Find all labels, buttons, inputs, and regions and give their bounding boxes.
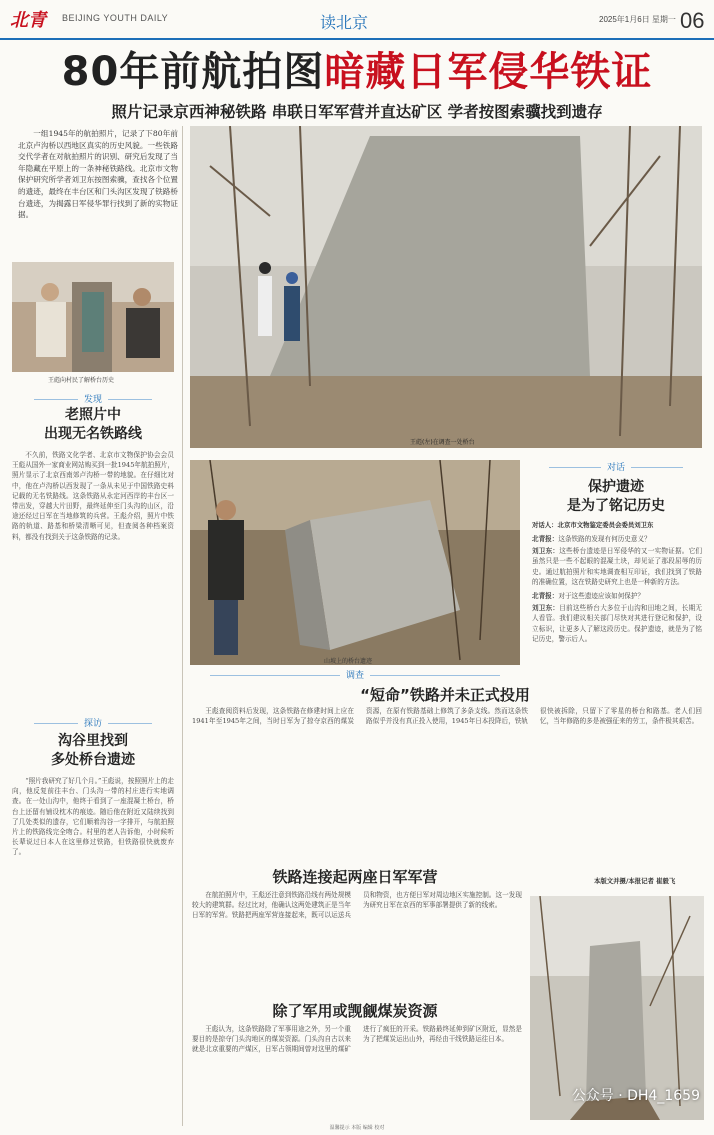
section-search-body: “照片我研究了好几个月。”王彪说，按照照片上的走向，他反复前往丰台、门头沟一带的村庄进行实地调查。在一处山沟中，他终于看到了一座混凝土桥台，桥台上还留有铺设枕木的痕迹。随后他在附近又陆续找到了几处类似的遗存，它们顺着沟谷一字排开，与航拍照片上的铁路线完全吻合。村里的老人告诉他，小时候听长辈说过日本人在这里修过铁路，但铁路很快就废弃了。 [12,777,174,857]
section-short-title: “短命”铁路并未正式投用 [360,686,530,704]
photo-bridge-abutment-caption: 山坡上的桥台遗迹 [324,658,373,665]
tag-search-label: 探访 [83,719,102,729]
section-search-title-line1: 沟谷里找到 [58,733,128,749]
photo-villager-caption: 王彪向村民了解桥台历史 [48,377,115,384]
tag-dialog [528,460,704,473]
section-coal-body: 王彪认为，这条铁路除了军事用途之外，另一个重要目的是掠夺门头沟地区的煤炭资源。门头沟自古以来就是北京重要的产煤区，日军占领期间曾对这里的煤矿进行了疯狂的开采。铁路最终延伸到矿区附近，显然是为了把煤炭运出山外，再经由干线铁路运往日本。 [192,1025,522,1054]
photo-main-image [190,126,702,448]
dialog-qa [532,534,702,874]
photo-bridge-abutment [190,460,520,665]
headline [0,46,714,98]
masthead-rule [0,38,714,40]
issue-date: 2025年1月6日 星期一 [599,15,676,24]
section-search-title-line2: 多处桥台遗迹 [51,752,135,768]
section-dialog-title-line2: 是为了铭记历史 [567,498,665,514]
newspaper-logo: 北青 [10,10,46,31]
subheadline: 照片记录京西神秘铁路 串联日军军营并直达矿区 学者按图索骥找到遗存 [111,103,603,121]
dialog-credit: 本版文并摄/本报记者 崔毅飞 [594,877,676,885]
dialog-a1-label: 刘卫东： [532,547,560,556]
section-link-body: 在航拍照片中，王彪还注意到铁路沿线有两处规模较大的建筑群。经过比对，他确认这两处建筑正是当年日军的军营。铁路把两座军营连接起来，既可以运送兵员和物资，也方便日军对周边地区实施控制。这一发现为研究日军在京西的军事部署提供了新的线索。 [192,891,522,920]
tag-investigate [190,668,520,681]
column-rule-left [182,126,183,1126]
section-search-title [12,732,174,770]
photo-main-caption: 王彪(左)在调查一处桥台 [410,439,475,446]
dialog-q2-label: 北青报： [532,592,559,601]
section-dialog-title [528,478,704,516]
tag-discover-label: 发现 [83,395,102,405]
section-discover-body: 不久前，铁路文化学者、北京市文物保护协会会员王彪从国外一家商业网站购买到一批1945年航拍照片，照片显示了北京西南郊卢沟桥一带的地貌。在仔细比对中，他在卢沟桥以西发现了一条从未见于中国铁路史料记载的无名铁路线。这条铁路从永定河西岸的丰台区一带出发，穿越大片田野，最终延伸至门头沟的山区，沿途还经过日军在当地修筑的兵营。王彪介绍，照片中铁路的轨道、路基和桥梁清晰可见，但查阅各种档案资料，都没有找到关于这条铁路的记录。 [12,451,174,541]
dialog-a2: 目前这些桥台大多位于山沟和田地之间，长期无人看管。我们建议相关部门尽快对其进行登记和保护，设立标识，让更多人了解这段历史。保护遗迹，就是为了铭记历史，警示后人。 [532,604,702,643]
paper-name: BEIJING YOUTH DAILY [62,13,169,23]
photo-villager [12,262,174,372]
tag-search [12,716,174,729]
page-footer: 温馨提示 本版 编辑 校对 [329,1125,385,1131]
watermark: 公众号 · DH4_1659 [571,1088,700,1104]
photo-villager-image [12,262,174,372]
intro-paragraph: 一组1945年的航拍照片，记录了下80年前北京卢沟桥以西地区真实的历史风貌。一些铁路交代学者在对航拍照片的识别、研究后发现了当年隐藏在平原上的一条神秘铁路线。北京市文物保护研究所学者刘卫东按图索骥，查找各个位置的遗迹，最终在丰台区和门头沟区发现了铁路桥台遗迹，为揭露日军侵华罪行找到了新的实物证据。 [18,129,178,220]
masthead [0,0,714,38]
dialog-a2-label: 刘卫东： [532,604,560,613]
section-name: 读北京 [320,13,369,32]
photo-main [190,126,702,448]
section-dialog-title-line1: 保护遗迹 [588,479,644,495]
dialog-a1: 这些桥台遗迹是日军侵华的又一实物证据。它们虽然只是一些不起眼的混凝土块，却见证了那段屈辱的历史。通过航拍照片和实地调查相互印证，我们找到了铁路的准确位置，这在铁路史研究上也是一种新的方法。 [532,547,702,586]
dialog-q1-label: 北青报： [532,535,559,543]
tag-dialog-label: 对话 [606,463,625,473]
headline-part2: 暗藏日军侵华铁证 [324,49,653,95]
dialog-q2: 对于这些遗迹应该如何保护？ [558,592,645,601]
section-discover-title-line1: 老照片中 [65,407,121,423]
section-discover-title [12,406,174,444]
section-short-body: 王彪查阅资料后发现，这条铁路在修建时间上应在1941年至1945年之间，当时日军为了掠夺京西的煤炭资源，在原有铁路基础上修筑了多条支线。然而这条铁路似乎并没有真正投入使用，1945年日本投降后，铁轨很快被拆除，只留下了零星的桥台和路基。老人们回忆，当年修路的多是被强征来的劳工，条件极其艰苦。 [192,707,702,726]
headline-part1: 80年前航拍图 [61,49,325,95]
tag-discover [12,392,174,405]
section-discover-title-line2: 出现无名铁路线 [44,426,142,442]
page-number: 06 [680,8,705,33]
dialog-q1: 这条铁路的发现有何历史意义？ [558,535,651,543]
section-link-title: 铁路连接起两座日军军营 [272,868,438,886]
section-coal-title: 除了军用或觊觎煤炭资源 [272,1002,438,1020]
dialog-guest: 对话人：北京市文物鉴定委员会委员刘卫东 [532,521,654,529]
tag-investigate-label: 调查 [345,671,364,681]
photo-bridge-abutment-image [190,460,520,665]
